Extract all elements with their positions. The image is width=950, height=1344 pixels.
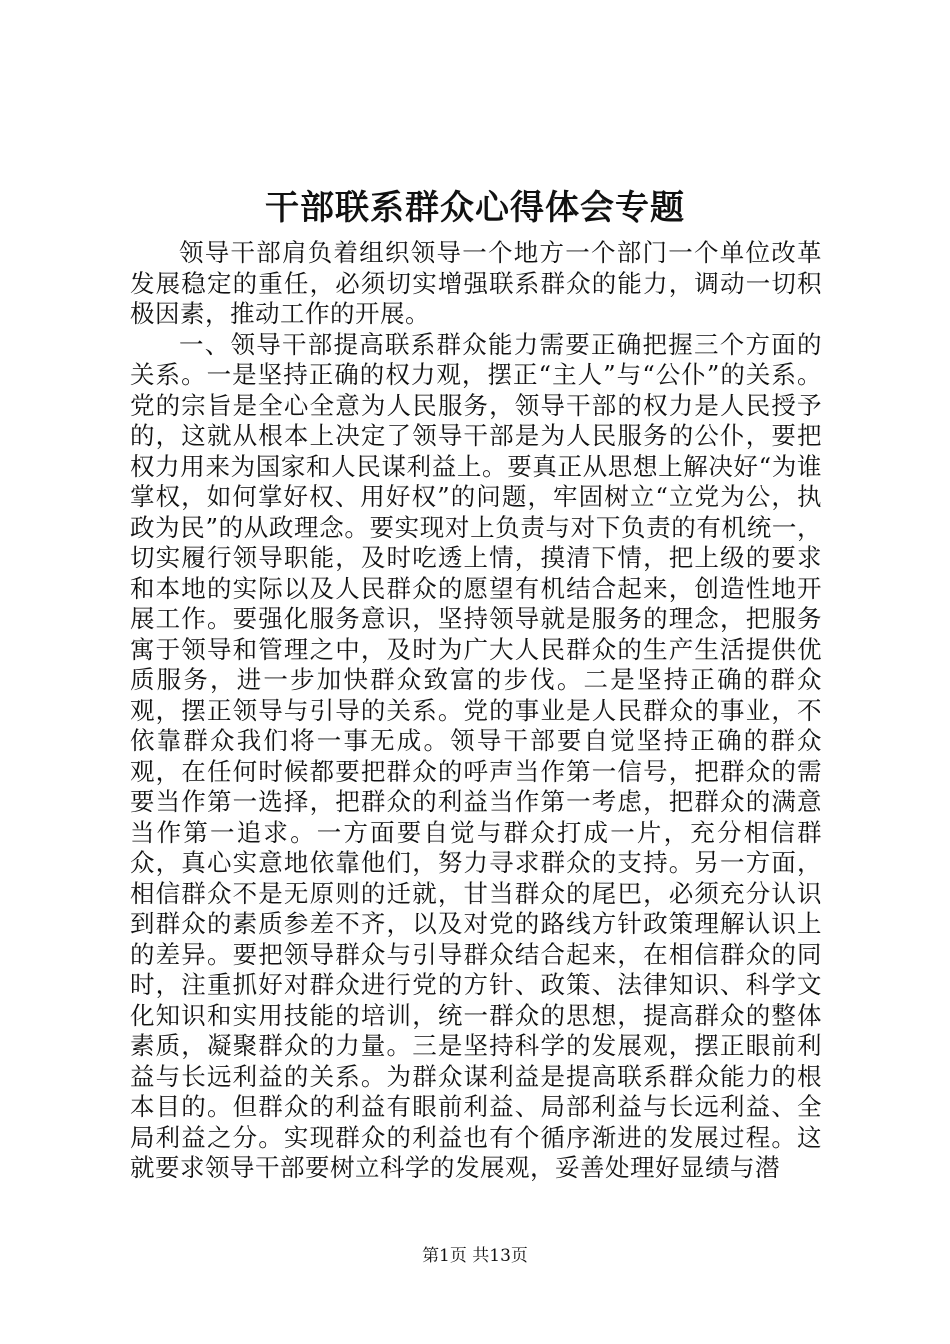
document-title: 干部联系群众心得体会专题 [265,188,685,228]
paragraph-section-one: 一、领导干部提高联系群众能力需要正确把握三个方面的关系。一是坚持正确的权力观，摆正“主人”与“公仆”的关系。党的宗旨是全心全意为人民服务，领导干部的权力是人民授予的，这就从根本上决定了领导干部是为人民服务的公仆，要把权力用来为国家和人民谋利益上。要真正从思想上解决好“为谁掌权，如何掌好权、用好权”的问题，牢固树立“立党为公，执政为民”的从政理念。要实现对上负责与对下负责的有机统一，切实履行领导职能，及时吃透上情，摸清下情，把上级的要求和本地的实际以及人民群众的愿望有机结合起来，创造性地开展工作。要强化服务意识，坚持领导就是服务的理念，把服务寓于领导和管理之中，及时为广大人民群众的生产生活提供优质服务，进一步加快群众致富的步伐。二是坚持正确的群众观，摆正领导与引导的关系。党的事业是人民群众的事业，不依靠群众我们将一事无成。领导干部要自觉坚持正确的群众观，在任何时候都要把群众的呼声当作第一信号，把群众的需要当作第一选择，把群众的利益当作第一考虑，把群众的满意当作第一追求。一方面要自觉与群众打成一片，充分相信群众，真心实意地依靠他们，努力寻求群众的支持。另一方面，相信群众不是无原则的迁就，甘当群众的尾巴，必须充分认识到群众的素质参差不齐，以及对党的路线方针政策理解认识上的差异。要把领导群众与引导群众结合起来，在相信群众的同时，注重抓好对群众进行党的方针、政策、法律知识、科学文化知识和实用技能的培训，统一群众的思想，提高群众的整体素质，凝聚群众的力量。三是坚持科学的发展观，摆正眼前利益与长远利益的关系。为群众谋利益是提高联系群众能力的根本目的。但群众的利益有眼前利益、局部利益与长远利益、全局利益之分。实现群众的利益也有个循序渐进的发展过程。这就要求领导干部要树立科学的发展观，妥善处理好显绩与潜 [130,329,822,1182]
document-body [130,238,822,1184]
page-number-footer: 第1页 共13页 [422,1246,528,1266]
paragraph-intro: 领导干部肩负着组织领导一个地方一个部门一个单位改革发展稳定的重任，必须切实增强联系群众的能力，调动一切积极因素，推动工作的开展。 [130,238,822,328]
